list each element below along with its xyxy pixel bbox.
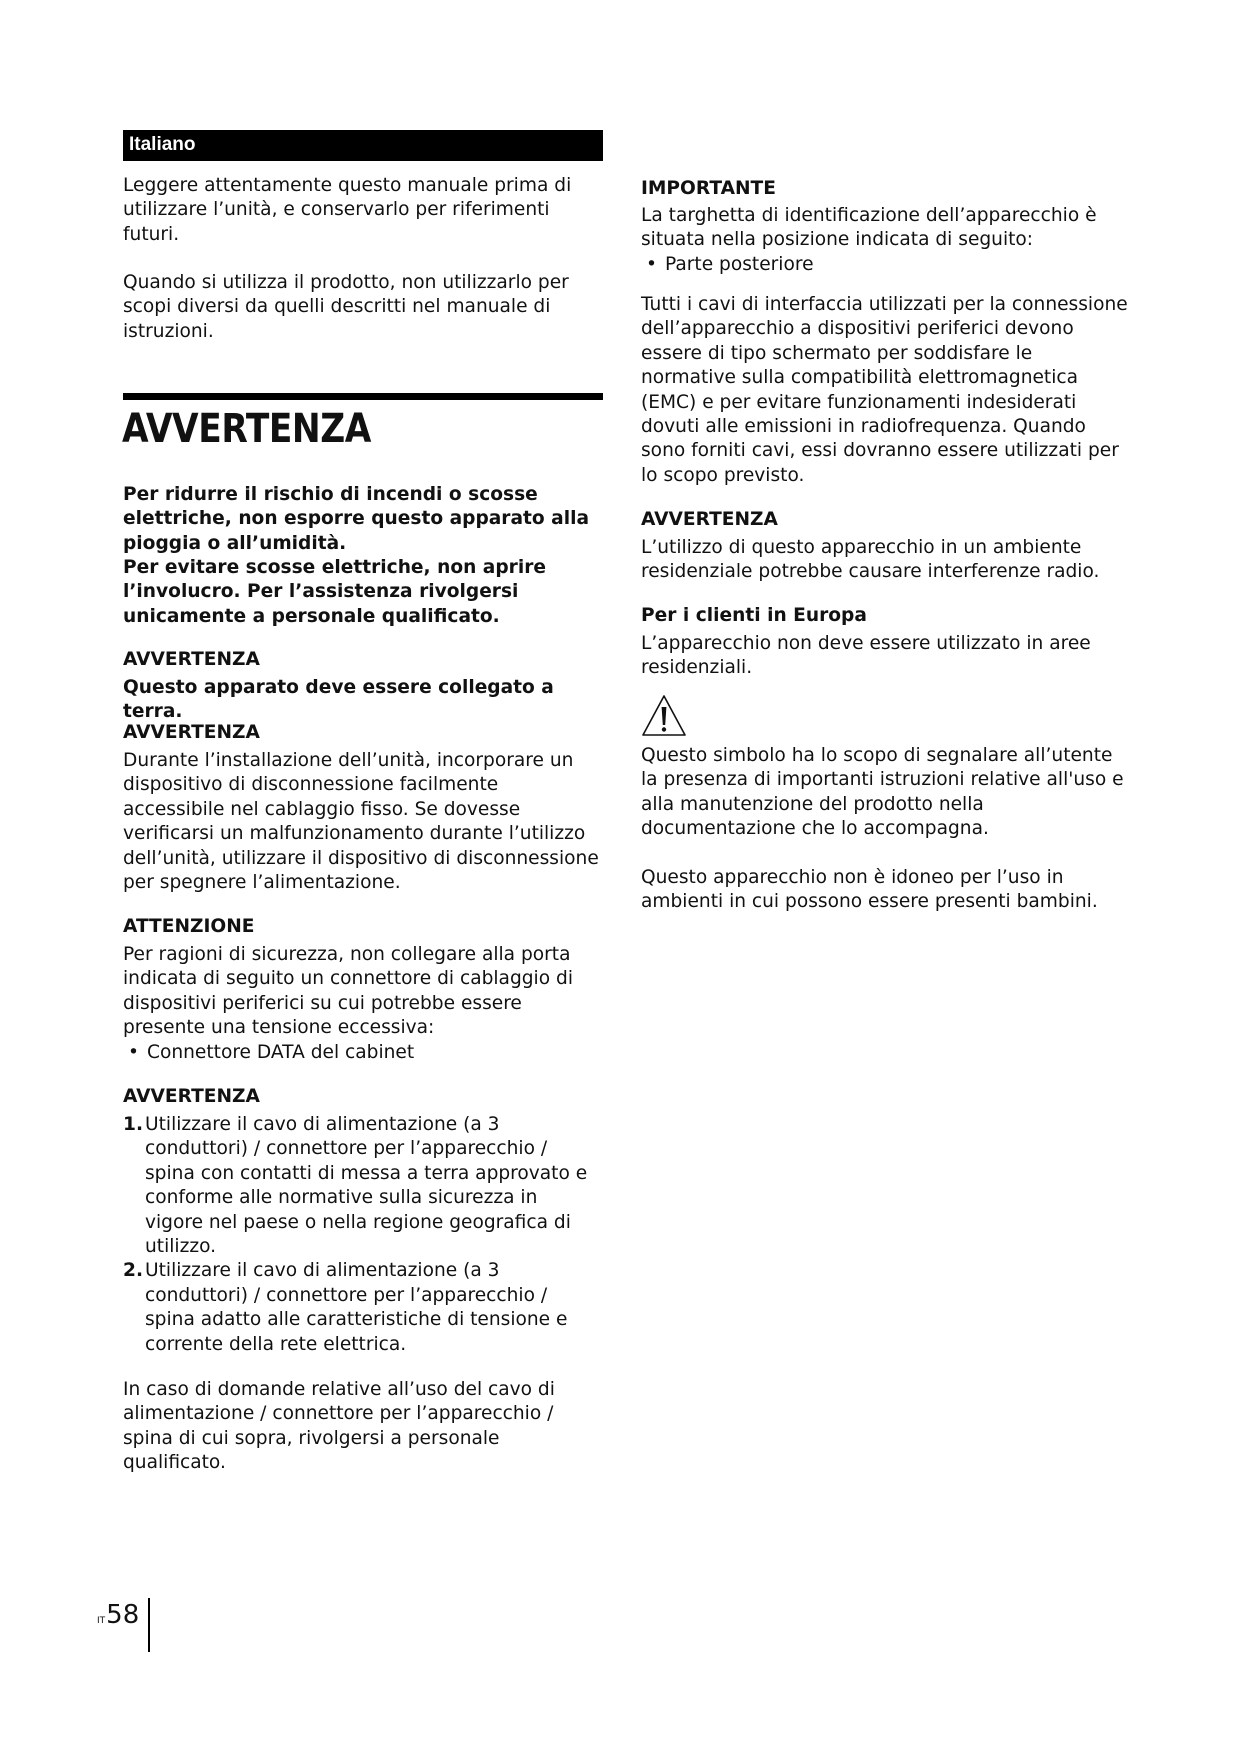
warning-triangle-icon [641,694,687,738]
section-text: Questo apparato deve essere collegato a terra. [123,677,554,723]
bold-warning-1: Per ridurre il rischio di incendi o scosse elettriche, non esporre questo apparato alla pioggia o all’umidità. [123,484,589,554]
intro-paragraph-2: Quando si utilizza il prodotto, non utilizzarlo per scopi diversi da quelli descritti nel manuale di istruzioni. [123,272,569,342]
section-text: L’utilizzo di questo apparecchio in un ambiente residenziale potrebbe causare interferenze radio. [641,537,1100,583]
item-number: 1. [123,1114,144,1135]
section-divider [123,393,603,400]
bold-warning-2: Per evitare scosse elettriche, non aprire l’involucro. Per l’assistenza rivolgersi unicamente a personale qualificato. [123,557,546,627]
main-heading: AVVERTENZA [122,406,371,452]
children-notice: Questo apparecchio non è idoneo per l’uso in ambienti in cui possono essere presenti bambini. [641,867,1098,913]
section-heading: AVVERTENZA [123,722,260,743]
section-heading: ATTENZIONE [123,916,255,937]
section-text: Per ragioni di sicurezza, non collegare alla porta indicata di seguito un connettore di cablaggio di dispositivi periferici su cui potrebbe essere presente una tensione eccessiva: [123,944,573,1039]
section-heading: AVVERTENZA [123,1086,260,1107]
section-power-cord [123,1085,601,1357]
section-text: Durante l’installazione dell’unità, incorporare un dispositivo di disconnessione facilmente accessibile nel cablaggio fisso. Se dovesse verificarsi un malfunzionamento durante l’utilizzo dell’unità, utilizzare il dispositivo di disconnessione per spegnere l’alimentazione. [123,750,599,894]
page-number-rule [148,1598,150,1652]
bullet-list [123,1041,601,1065]
item-text: Utilizzare il cavo di alimentazione (a 3 conduttori) / connettore per l’apparecchio / spina adatto alle caratteristiche di tensione e corrente della rete elettrica. [145,1260,568,1355]
emc-paragraph: Tutti i cavi di interfaccia utilizzati per la connessione dell’apparecchio a dispositivi periferici devono essere di tipo schermato per soddisfare le normative sulla compatibilità elettromagnetica (EMC) e per evitare funzionamenti indesiderati dovuti alle emissioni in radiofrequenza. Quando sono forniti cavi, essi dovranno essere utilizzati per lo scopo previsto. [641,294,1128,486]
section-disconnect [123,721,601,895]
page-number-value: 58 [106,1600,140,1630]
section-text: La targhetta di identificazione dell’apparecchio è situata nella posizione indicata di seguito: [641,205,1097,251]
item-number: 2. [123,1260,144,1282]
section-heading: AVVERTENZA [641,509,778,530]
section-grounding [123,648,601,725]
language-tab [123,130,603,161]
symbol-explanation: Questo simbolo ha lo scopo di segnalare all’utente la presenza di importanti istruzioni relative all'uso e alla manutenzione del prodotto nella documentazione che lo accompagna. [641,745,1124,840]
item-text: Utilizzare il cavo di alimentazione (a 3 conduttori) / connettore per l’apparecchio / spina con contatti di messa a terra approvato e conforme alle normative sulla sicurezza in vigore nel paese o nella regione geografica di utilizzo. [145,1114,588,1258]
section-heading: IMPORTANTE [641,178,776,199]
language-tab-label: Italiano [129,134,196,155]
page-number [97,1600,139,1630]
section-text: L’apparecchio non deve essere utilizzato in aree residenziali. [641,633,1091,679]
power-cord-footer: In caso di domande relative all’uso del cavo di alimentazione / connettore per l’apparecchio / spina di cui sopra, rivolgersi a personale qualificato. [123,1379,555,1474]
section-heading: AVVERTENZA [123,649,260,670]
section-heading: Per i clienti in Europa [641,605,867,626]
bullet-list [641,253,1129,277]
numbered-item [123,1113,601,1259]
section-caution [123,915,601,1065]
page-number-prefix: IT [97,1616,106,1626]
numbered-item [123,1259,601,1357]
intro-paragraph-1: Leggere attentamente questo manuale prima di utilizzare l’unità, e conservarlo per riferimenti futuri. [123,175,572,245]
bullet-item: • Parte posteriore [641,253,1129,277]
numbered-list [123,1113,601,1357]
section-europe [641,604,1129,681]
section-radio-interference [641,508,1129,585]
bullet-item: • Connettore DATA del cabinet [123,1041,601,1065]
section-important [641,177,1129,277]
